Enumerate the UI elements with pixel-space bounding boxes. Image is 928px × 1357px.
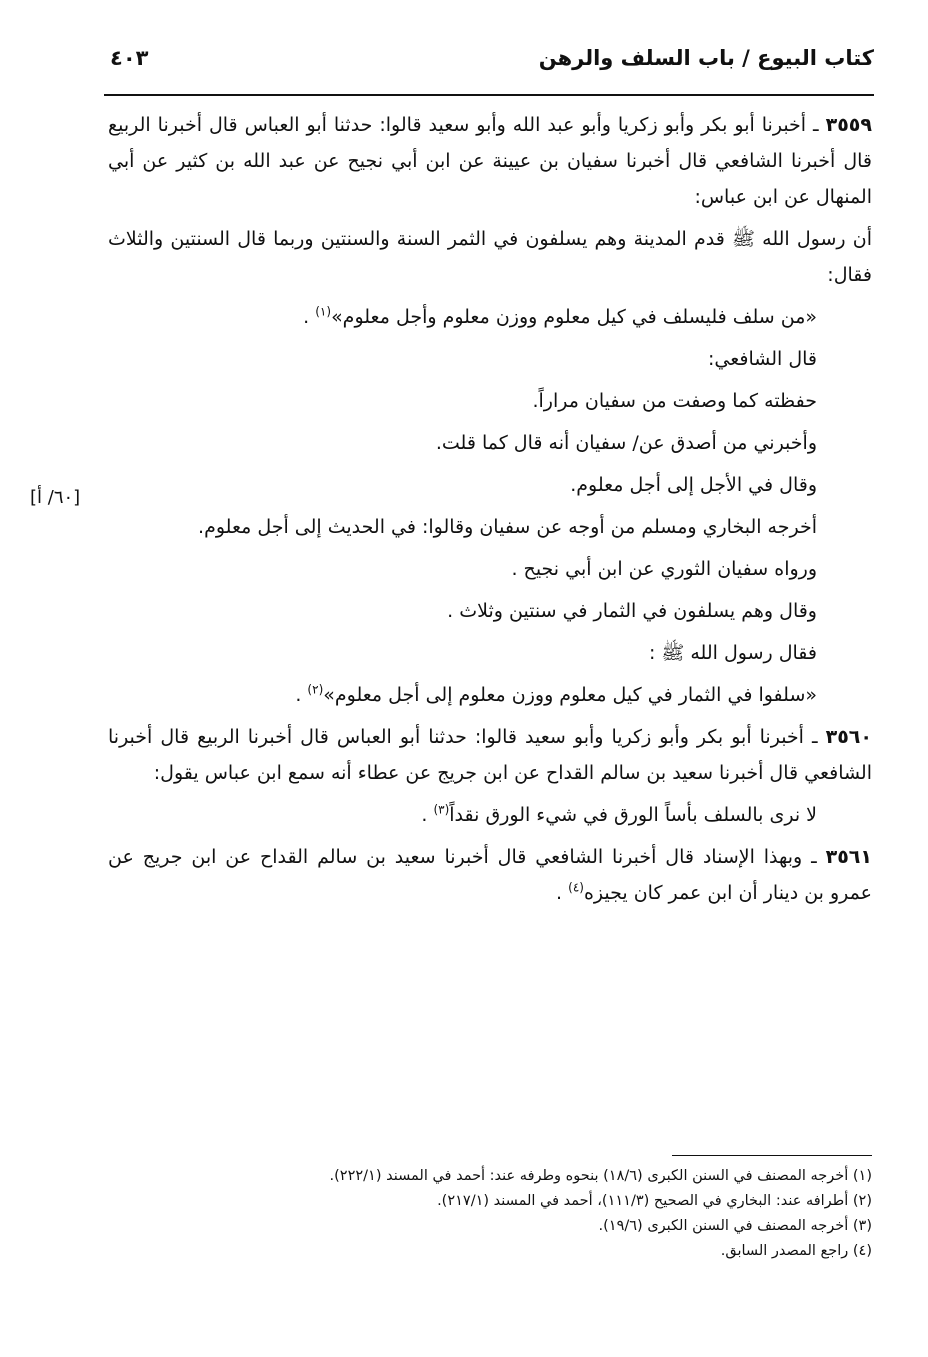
paragraph-text: أن رسول الله ﷺ قدم المدينة وهم يسلفون في الثمر السنة والسنتين وربما قال السنتين والثلاث فقال: bbox=[108, 228, 872, 286]
quote-paragraph bbox=[108, 299, 872, 335]
header-rule bbox=[104, 94, 874, 96]
hadith-3561: ٣٥٦١ ـ وبهذا الإسناد قال أخبرنا الشافعي قال أخبرنا سعيد بن سالم القداح عن ابن جريج عن عمرو بن دينار أن ابن عمر كان يجيزه$^{(٤)}$ . bbox=[108, 846, 872, 904]
paragraph bbox=[108, 509, 872, 545]
paragraph-text: قال الشافعي: bbox=[707, 348, 817, 370]
hadith-3559: ٣٥٥٩ ـ أخبرنا أبو بكر وأبو زكريا وأبو عبد الله وأبو سعيد قالوا: حدثنا أبو العباس قال أخبرنا الربيع قال أخبرنا الشافعي قال أخبرنا سفيان بن عيينة عن ابن أبي نجيح عن عبد الله بن كثير عن أبي المنهال عن ابن عباس: bbox=[108, 114, 872, 208]
quote-text: «سلفوا في الثمار في كيل معلوم ووزن معلوم إلى أجل معلوم» bbox=[323, 684, 817, 706]
footnote-3: (٣) أخرجه المصنف في السنن الكبرى (١٩/٦). bbox=[598, 1218, 872, 1234]
footnote-ref: (٣) bbox=[433, 802, 450, 817]
footnote-4: (٤) راجع المصدر السابق. bbox=[720, 1243, 872, 1259]
paragraph-text: ورواه سفيان الثوري عن ابن أبي نجيح . bbox=[511, 558, 817, 580]
footnote-1: (١) أخرجه المصنف في السنن الكبرى (١٨/٦) بنحوه وطرفه عند: أحمد في المسند (٢٢٢/١). bbox=[329, 1168, 872, 1184]
running-title: كتاب البيوع / باب السلف والرهن bbox=[538, 46, 874, 70]
hadith-text: أخبرنا أبو بكر وأبو زكريا وأبو سعيد قالوا: حدثنا أبو العباس قال أخبرنا الربيع قال أخبرنا الشافعي قال أخبرنا سعيد بن سالم القداح عن ابن جريج عن عطاء أنه سمع ابن عباس يقول: bbox=[108, 726, 872, 784]
paragraph-text: حفظته كما وصفت من سفيان مراراً. bbox=[532, 390, 817, 412]
paragraph-tail: . bbox=[303, 306, 316, 328]
quote-paragraph bbox=[108, 677, 872, 713]
page-header bbox=[104, 46, 874, 86]
paragraph bbox=[108, 635, 872, 671]
footnote-ref: (٢) bbox=[307, 682, 324, 697]
paragraph-text: أخرجه البخاري ومسلم من أوجه عن سفيان وقالوا: في الحديث إلى أجل معلوم. bbox=[198, 516, 817, 538]
paragraph-tail: . bbox=[421, 804, 434, 826]
quote-text: لا نرى بالسلف بأساً الورق في شيء الورق نقداً bbox=[449, 804, 817, 826]
hadith-number: ٣٥٥٩ bbox=[825, 114, 872, 136]
footnote-ref: (٤) bbox=[568, 880, 584, 895]
paragraph bbox=[108, 551, 872, 587]
paragraph bbox=[108, 593, 872, 629]
paragraph bbox=[108, 221, 872, 293]
footnote-rule bbox=[672, 1155, 872, 1156]
body-text bbox=[108, 107, 872, 917]
paragraph-tail: . bbox=[556, 882, 569, 904]
paragraph-text: وقال في الأجل إلى أجل معلوم. bbox=[570, 474, 817, 496]
paragraph bbox=[108, 425, 872, 461]
paragraph bbox=[108, 467, 872, 503]
paragraph bbox=[108, 341, 872, 377]
hadith-number: ٣٥٦١ bbox=[825, 846, 872, 868]
page-number: ٤٠٣ bbox=[110, 46, 149, 70]
hadith-text: وبهذا الإسناد قال أخبرنا الشافعي قال أخبرنا سعيد بن سالم القداح عن ابن جريج عن عمرو بن دينار أن ابن عمر كان يجيزه bbox=[108, 846, 872, 904]
margin-folio-note: [٦٠/ أ] bbox=[30, 487, 81, 508]
paragraph-text: وقال وهم يسلفون في الثمار في سنتين وثلاث . bbox=[447, 600, 817, 622]
paragraph-tail: . bbox=[295, 684, 308, 706]
quote-paragraph bbox=[108, 797, 872, 833]
footnote-2: (٢) أطرافه عند: البخاري في الصحيح (١١١/٣)، أحمد في المسند (٢١٧/١). bbox=[437, 1193, 872, 1209]
paragraph-text: فقال رسول الله ﷺ : bbox=[648, 642, 817, 664]
hadith-3560: ٣٥٦٠ ـ أخبرنا أبو بكر وأبو زكريا وأبو سعيد قالوا: حدثنا أبو العباس قال أخبرنا الربيع قال أخبرنا الشافعي قال أخبرنا سعيد بن سالم القداح عن ابن جريج عن عطاء أنه سمع ابن عباس يقول: bbox=[108, 726, 872, 784]
footnotes bbox=[108, 1164, 872, 1264]
hadith-text: أخبرنا أبو بكر وأبو زكريا وأبو عبد الله وأبو سعيد قالوا: حدثنا أبو العباس قال أخبرنا الربيع قال أخبرنا الشافعي قال أخبرنا سفيان بن عيينة عن ابن أبي نجيح عن عبد الله بن كثير عن أبي المنهال عن ابن عباس: bbox=[108, 114, 872, 208]
paragraph-text: وأخبرني من أصدق عن/ سفيان أنه قال كما قلت. bbox=[435, 432, 817, 454]
hadith-number: ٣٥٦٠ bbox=[825, 726, 872, 748]
quote-text: «من سلف فليسلف في كيل معلوم ووزن معلوم وأجل معلوم» bbox=[331, 306, 817, 328]
paragraph bbox=[108, 383, 872, 419]
footnote-ref: (١) bbox=[315, 304, 332, 319]
